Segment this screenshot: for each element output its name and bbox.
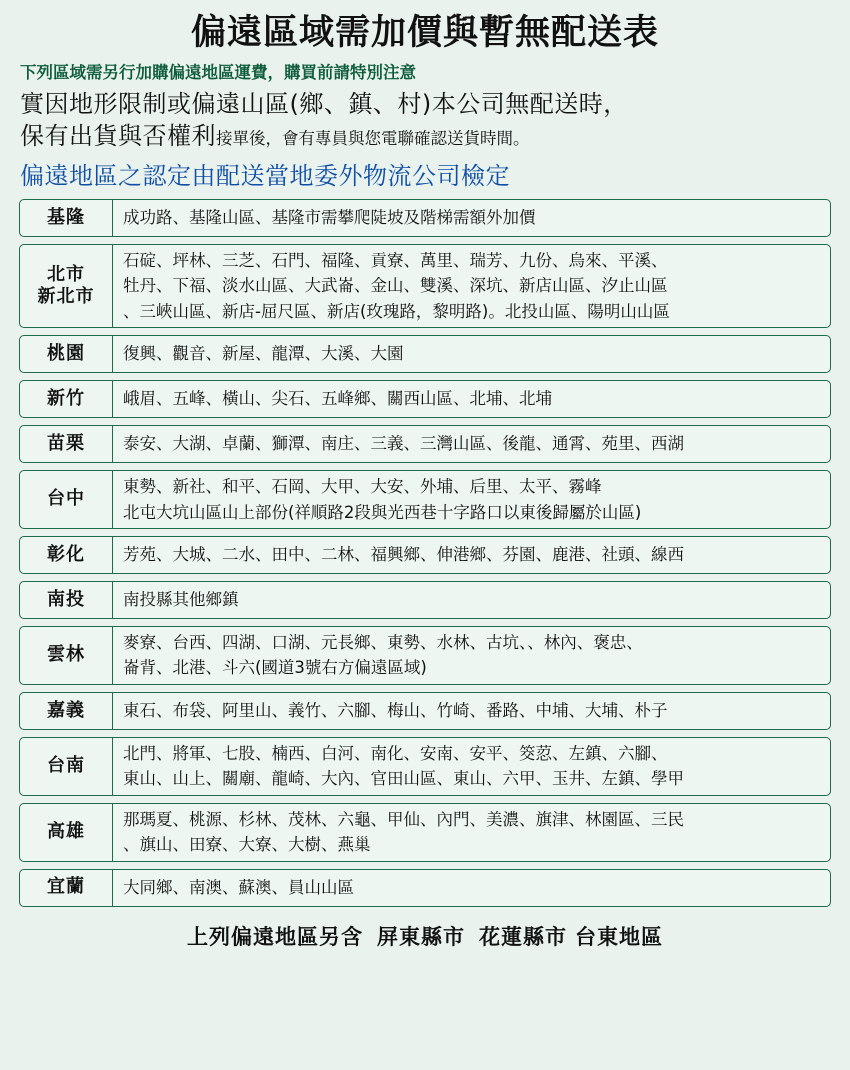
footer-item-taitung: 台東地區 <box>575 924 663 949</box>
region-label: 北市 <box>47 263 85 285</box>
area-line: 東山、山上、關廟、龍崎、大內、官田山區、東山、六甲、玉井、左鎮、學甲 <box>123 769 684 789</box>
area-line: 、三峽山區、新店-屈尺區、新店(玫瑰路，黎明路)。北投山區、陽明山山區 <box>123 301 670 321</box>
area-line: 石碇、坪林、三芝、石門、福隆、貢寮、萬里、瑞芳、九份、烏來、平溪、 <box>123 250 668 270</box>
region-cell <box>20 426 113 462</box>
table-row <box>19 692 831 730</box>
area-list-cell <box>113 738 830 795</box>
table-row <box>19 803 831 862</box>
area-list-cell <box>113 471 830 528</box>
table-row <box>19 869 831 907</box>
region-label: 高雄 <box>47 820 85 842</box>
area-line: 牡丹、下福、淡水山區、大武崙、金山、雙溪、深坑、新店山區、汐止山區 <box>123 276 668 296</box>
page-title: 偏遠區域需加價與暫無配送表 <box>190 13 659 53</box>
region-label: 南投 <box>47 588 85 610</box>
region-cell <box>20 738 113 795</box>
region-cell <box>20 537 113 573</box>
table-row <box>19 425 831 463</box>
table-row <box>19 244 831 328</box>
area-list-cell <box>113 381 830 417</box>
footer-item-pingtung: 屏東縣市 <box>377 924 465 949</box>
table-row <box>19 199 831 237</box>
footer-item-hualien: 花蓮縣市 <box>479 924 567 949</box>
region-cell <box>20 804 113 861</box>
region-cell <box>20 582 113 618</box>
area-line: 南投縣其他鄉鎮 <box>123 590 239 610</box>
area-list-cell <box>113 426 830 462</box>
region-table <box>19 199 831 907</box>
region-cell <box>20 870 113 906</box>
area-line: 芳苑、大城、二水、田中、二林、福興鄉、伸港鄉、芬園、鹿港、社頭、線西 <box>123 545 684 565</box>
table-row <box>19 737 831 796</box>
area-line: 北門、將軍、七股、楠西、白河、南化、安南、安平、筊荵、左鎮、六腳、 <box>123 743 668 763</box>
region-cell <box>20 381 113 417</box>
lead-line-2-note: 接單後，會有專員與您電聯確認送貨時間。 <box>216 129 530 149</box>
area-list-cell <box>113 336 830 372</box>
area-list-cell <box>113 200 830 236</box>
region-cell <box>20 200 113 236</box>
area-line: 東勢、新社、和平、石岡、大甲、大安、外埔、后里、太平、霧峰 <box>123 477 602 497</box>
region-label: 新竹 <box>47 387 85 409</box>
table-row <box>19 470 831 529</box>
area-list-cell <box>113 693 830 729</box>
area-list-cell <box>113 627 830 684</box>
region-cell <box>20 245 113 327</box>
area-line: 大同鄉、南澳、蘇澳、員山山區 <box>123 877 354 897</box>
region-label: 台南 <box>47 755 85 777</box>
area-line: 崙背、北港、斗六(國道3號右方偏遠區域) <box>123 658 427 678</box>
lead-paragraph-line-2 <box>20 121 838 152</box>
table-row <box>19 581 831 619</box>
area-line: 峨眉、五峰、橫山、尖石、五峰鄉、關西山區、北埔、北埔 <box>123 389 552 409</box>
area-list-cell <box>113 582 830 618</box>
region-cell <box>20 471 113 528</box>
table-row <box>19 626 831 685</box>
region-label: 雲林 <box>47 644 85 666</box>
area-list-cell <box>113 245 830 327</box>
table-row <box>19 380 831 418</box>
footer-note <box>12 921 838 951</box>
region-label: 基隆 <box>47 206 85 228</box>
area-line: 復興、觀音、新屋、龍潭、大溪、大園 <box>123 344 404 364</box>
region-label: 新北市 <box>37 286 95 308</box>
certification-notice: 偏遠地區之認定由配送當地委外物流公司檢定 <box>20 161 510 190</box>
region-label: 嘉義 <box>47 699 85 721</box>
lead-line-2-main: 保有出貨與否權利 <box>20 122 216 151</box>
area-line: 、旗山、田寮、大寮、大樹、燕巢 <box>123 835 371 855</box>
region-cell <box>20 693 113 729</box>
table-row <box>19 335 831 373</box>
region-cell <box>20 336 113 372</box>
region-label: 彰化 <box>47 543 85 565</box>
page-subtitle: 下列區域需另行加購偏遠地區運費，購買前請特別注意 <box>20 62 416 82</box>
lead-paragraph-line-1: 實因地形限制或偏遠山區(鄉、鎮、村)本公司無配送時， <box>20 89 628 118</box>
area-line: 成功路、基隆山區、基隆市需攀爬陡坡及階梯需額外加價 <box>123 208 536 228</box>
table-row <box>19 536 831 574</box>
area-list-cell <box>113 870 830 906</box>
area-list-cell <box>113 804 830 861</box>
region-label: 桃園 <box>47 342 85 364</box>
region-cell <box>20 627 113 684</box>
area-list-cell <box>113 537 830 573</box>
region-label: 台中 <box>47 488 85 510</box>
footer-label: 上列偏遠地區另含 <box>187 924 363 949</box>
area-line: 那瑪夏、桃源、杉林、茂林、六龜、甲仙、內門、美濃、旗津、林園區、三民 <box>123 809 684 829</box>
area-line: 北屯大坑山區山上部份(祥順路2段與光西巷十字路口以東後歸屬於山區) <box>123 502 642 522</box>
area-line: 泰安、大湖、卓蘭、獅潭、南庄、三義、三灣山區、後龍、通霄、苑里、西湖 <box>123 434 684 454</box>
region-label: 宜蘭 <box>47 876 85 898</box>
area-line: 東石、布袋、阿里山、義竹、六腳、梅山、竹崎、番路、中埔、大埔、朴子 <box>123 701 668 721</box>
region-label: 苗栗 <box>47 432 85 454</box>
area-line: 麥寮、台西、四湖、口湖、元長鄉、東勢、水林、古坑、、林內、褒忠、 <box>123 633 643 653</box>
